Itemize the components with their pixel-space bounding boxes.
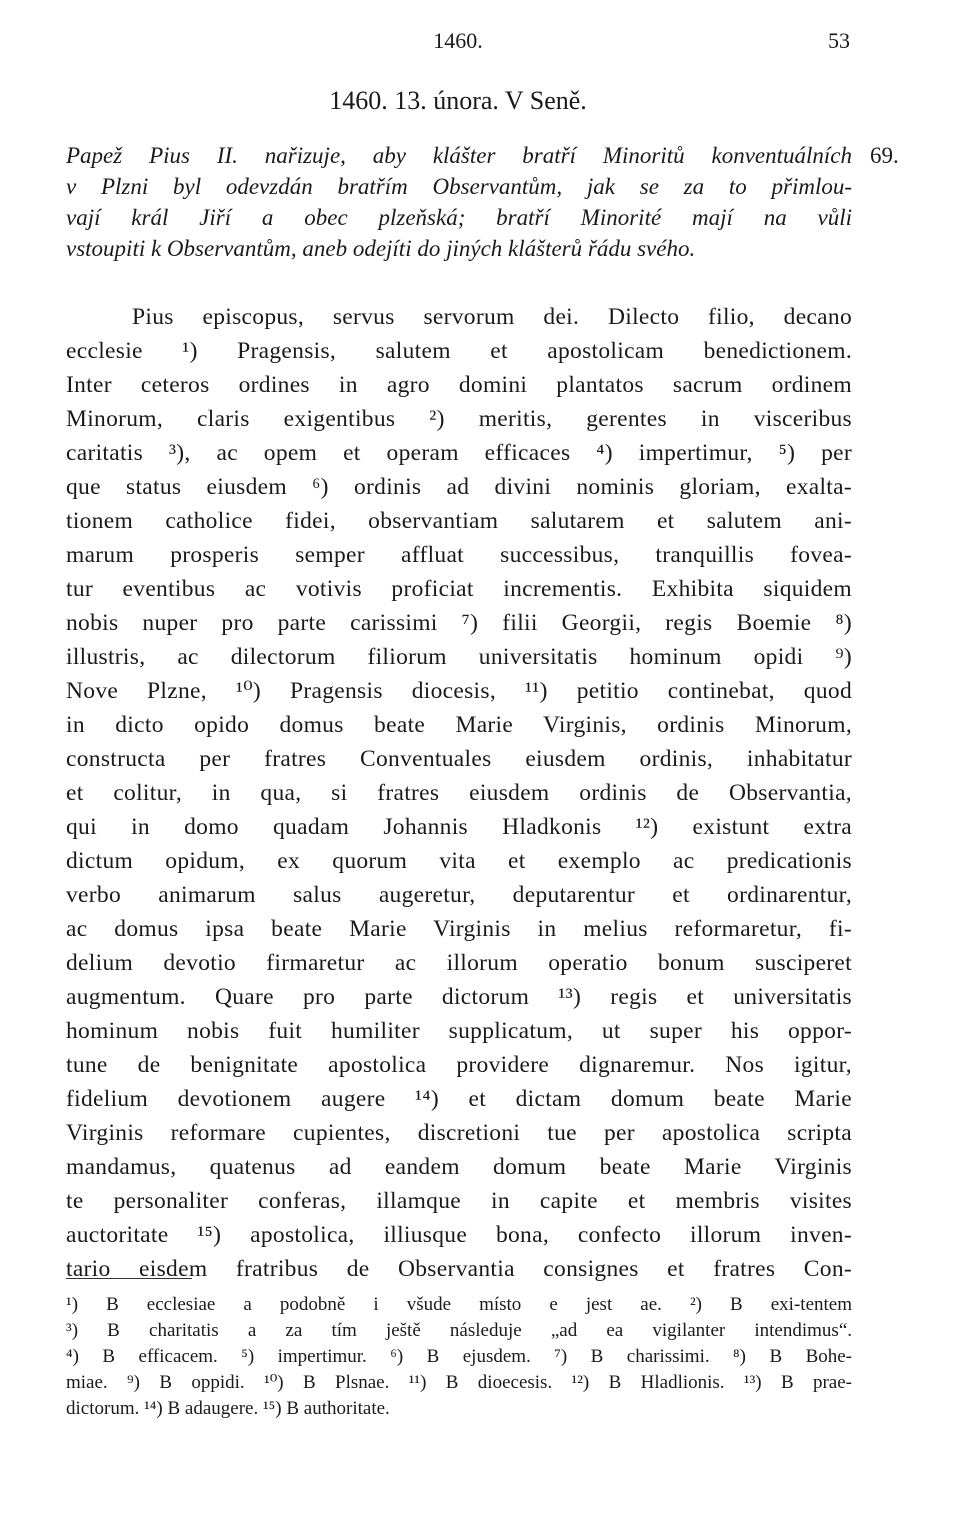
document-number: 69. [870,143,899,168]
summary-line: vstoupiti k Observantům, aneb odejíti do jiných klášterů řádu svého. [66,236,696,261]
body-line: Pius episcopus, servus servorum dei. Dilecto filio, decano [132,304,852,330]
body-line: te personaliter conferas, illamque in capite et membris visites [66,1188,852,1214]
body-line: nobis nuper pro parte carissimi ⁷) filii Georgii, regis Boemie ⁸) [66,610,852,636]
body-line: tionem catholice fidei, observantiam salutarem et salutem ani- [66,508,852,534]
body-line: que status eiusdem ⁶) ordinis ad divini nominis gloriam, exalta- [66,474,852,500]
body-line: qui in domo quadam Johannis Hladkonis ¹²) existunt extra [66,814,852,840]
footnote-line: miae. ⁹) B oppidi. ¹⁰) B Plsnae. ¹¹) B dioecesis. ¹²) B Hladlionis. ¹³) B prae- [66,1372,852,1393]
document-title: 1460. 13. února. V Seně. [329,86,587,115]
summary-line: vají král Jiří a obec plzeňská; bratří Minorité mají na vůli [66,205,852,230]
body-line: illustris, ac dilectorum filiorum universitatis hominum opidi ⁹) [66,644,852,670]
body-line: marum prosperis semper affluat successibus, tranquillis fovea- [66,542,852,568]
body-line: constructa per fratres Conventuales eiusdem ordinis, inhabitatur [66,746,852,772]
body-line: fidelium devotionem augere ¹⁴) et dictam domum beate Marie [66,1086,852,1112]
body-line: augmentum. Quare pro parte dictorum ¹³) regis et universitatis [66,984,852,1010]
page-number: 53 [828,28,850,53]
summary-line: Papež Pius II. nařizuje, aby klášter bratří Minoritů konventuálních [66,143,852,168]
body-line: Nove Plzne, ¹⁰) Pragensis diocesis, ¹¹) petitio continebat, quod [66,678,852,704]
body-line: tario eisdem fratribus de Observantia consignes et fratres Con- [66,1256,852,1282]
body-line: verbo animarum salus augeretur, deputarentur et ordinarentur, [66,882,852,908]
footnotes [66,1292,852,1422]
body-line: hominum nobis fuit humiliter supplicatum, ut super his oppor- [66,1018,852,1044]
body-line: in dicto opido domus beate Marie Virginis, ordinis Minorum, [66,712,852,738]
body-line: auctoritate ¹⁵) apostolica, illiusque bona, confecto illorum inven- [66,1222,852,1248]
document-summary [66,140,852,264]
footnote-divider [66,1278,192,1279]
body-line: dictum opidum, ex quorum vita et exemplo ac predicationis [66,848,852,874]
footnote-line: ³) B charitatis a za tím ještě následuje „ad ea vigilanter intendimus“. [66,1320,852,1341]
page-header [66,28,850,58]
running-header-year: 1460. [433,28,483,53]
body-line: delium devotio firmaretur ac illorum operatio bonum susciperet [66,950,852,976]
body-line: ac domus ipsa beate Marie Virginis in melius reformaretur, fi- [66,916,852,942]
body-line: tune de benignitate apostolica providere dignaremur. Nos igitur, [66,1052,852,1078]
body-line: caritatis ³), ac opem et operam efficaces ⁴) impertimur, ⁵) per [66,440,852,466]
body-line: mandamus, quatenus ad eandem domum beate Marie Virginis [66,1154,852,1180]
body-line: Inter ceteros ordines in agro domini plantatos sacrum ordinem [66,372,852,398]
body-line: et colitur, in qua, si fratres eiusdem ordinis de Observantia, [66,780,852,806]
body-line: Minorum, claris exigentibus ²) meritis, gerentes in visceribus [66,406,852,432]
footnote-line: ⁴) B efficacem. ⁵) impertimur. ⁶) B ejusdem. ⁷) B charissimi. ⁸) B Bohe- [66,1346,852,1367]
footnote-line: ¹) B ecclesiae a podobně i všude místo e jest ae. ²) B exi-tentem [66,1294,852,1315]
body-line: Virginis reformare cupientes, discretioni tue per apostolica scripta [66,1120,852,1146]
document-body [66,300,852,1286]
summary-line: v Plzni byl odevzdán bratřím Observantům, jak se za to přimlou- [66,174,852,199]
body-line: ecclesie ¹) Pragensis, salutem et apostolicam benedictionem. [66,338,852,364]
body-line: tur eventibus ac votivis proficiat incrementis. Exhibita siquidem [66,576,852,602]
footnote-line: dictorum. ¹⁴) B adaugere. ¹⁵) B authoritate. [66,1398,390,1419]
